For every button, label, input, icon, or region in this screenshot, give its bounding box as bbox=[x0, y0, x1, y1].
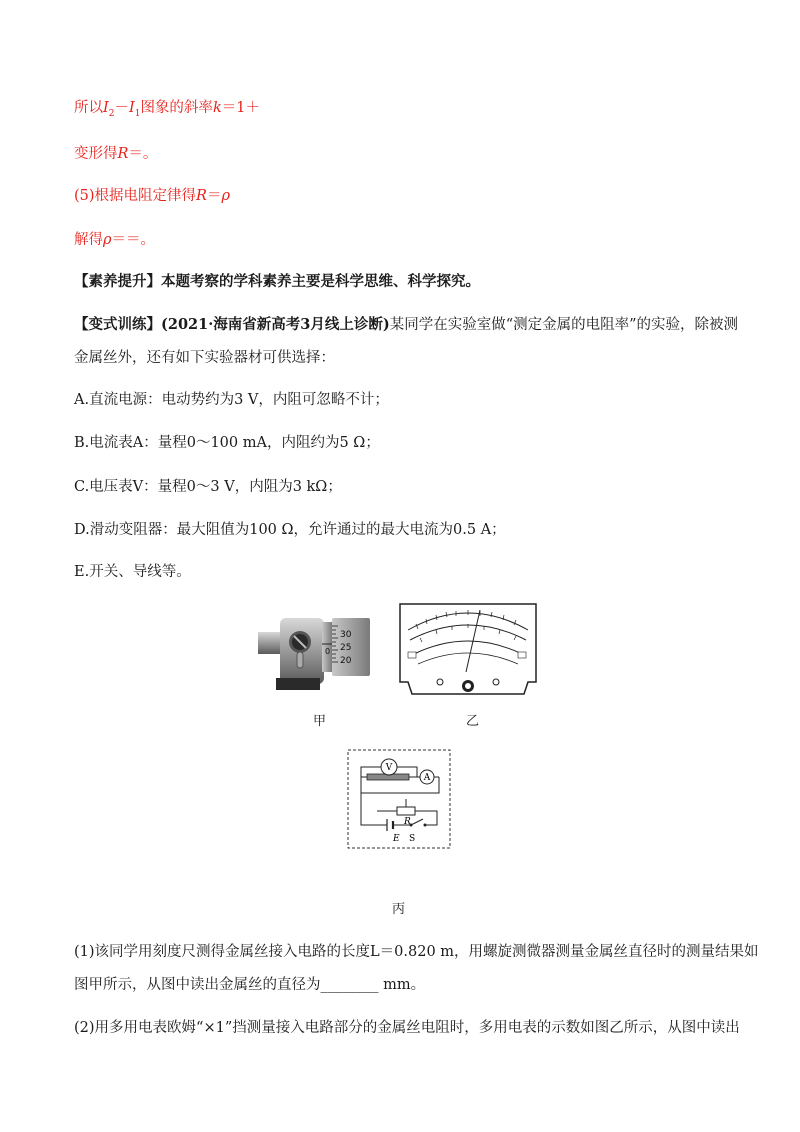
solution-line-3 bbox=[74, 184, 230, 205]
text: ＝＝。 bbox=[111, 232, 156, 248]
circuit-figure bbox=[347, 749, 451, 849]
variant-source: (2021·海南省新高考3月线上诊断) bbox=[161, 316, 390, 333]
question-1-line-1: (1)该同学用刻度尺测得金属丝接入电路的长度L＝0.820 m，用螺旋测微器测量金属丝直径时的测量结果如 bbox=[74, 944, 759, 960]
voltmeter-label: V bbox=[385, 763, 393, 773]
var: k bbox=[212, 100, 222, 116]
variant-line-2 bbox=[74, 346, 335, 367]
caption-bing: 丙 bbox=[392, 902, 406, 917]
variant-text: 金属丝外，还有如下实验器材可供选择： bbox=[74, 350, 335, 366]
option-b: B.电流表A：量程0～100 mA，内阻约为5 Ω； bbox=[74, 435, 380, 451]
variant-text: 某同学在实验室做“测定金属的电阻率”的实验，除被测 bbox=[389, 317, 739, 333]
text: ＝ bbox=[206, 188, 222, 204]
micrometer-figure bbox=[258, 612, 370, 690]
var: ρ bbox=[103, 232, 112, 248]
var: I bbox=[103, 100, 109, 116]
text: 所以 bbox=[74, 100, 103, 116]
variant-line-1 bbox=[74, 313, 738, 334]
question-2-line-1: (2)用多用电表欧姆“×1”挡测量接入电路部分的金属丝电阻时，多用电表的示数如图乙所示，从图中读出 bbox=[74, 1020, 740, 1036]
text: (5)根据电阻定律得 bbox=[74, 188, 197, 204]
scale-20: 20 bbox=[340, 656, 352, 666]
text: 变形得 bbox=[74, 146, 118, 162]
literacy-line bbox=[74, 270, 480, 291]
text: ＝1＋ bbox=[221, 100, 260, 116]
text: 图象的斜率 bbox=[140, 100, 213, 116]
solution-line-4 bbox=[74, 228, 155, 249]
var: ρ bbox=[221, 188, 230, 204]
scale-25: 25 bbox=[340, 643, 352, 653]
scale-30: 30 bbox=[340, 630, 352, 640]
text: － bbox=[114, 100, 129, 116]
text: ＝。 bbox=[128, 146, 158, 162]
switch-label: S bbox=[409, 834, 416, 844]
literacy-tag: 【素养提升】 bbox=[74, 273, 161, 290]
solution-line-1 bbox=[74, 96, 260, 119]
rheostat-label: R bbox=[404, 817, 411, 827]
literacy-text: 本题考察的学科素养主要是科学思维、科学探究。 bbox=[161, 273, 480, 290]
subscript: 2 bbox=[108, 108, 115, 119]
ammeter-label: A bbox=[423, 773, 431, 783]
solution-line-2 bbox=[74, 142, 157, 163]
var: R bbox=[117, 146, 129, 162]
multimeter-figure bbox=[396, 602, 540, 696]
variant-tag: 【变式训练】 bbox=[74, 316, 161, 333]
option-c: C.电压表V：量程0～3 V，内阻为3 kΩ； bbox=[74, 479, 342, 495]
option-a: A.直流电源：电动势约为3 V，内阻可忽略不计； bbox=[74, 392, 389, 408]
source-label: E bbox=[393, 834, 400, 844]
option-e: E.开关、导线等。 bbox=[74, 564, 191, 580]
text: 解得 bbox=[74, 232, 103, 248]
var: R bbox=[196, 188, 207, 204]
caption-yi: 乙 bbox=[466, 714, 480, 729]
scale-zero: 0 bbox=[325, 647, 331, 656]
var: I bbox=[128, 100, 135, 116]
option-d: D.滑动变阻器：最大阻值为100 Ω，允许通过的最大电流为0.5 A； bbox=[74, 522, 506, 538]
subscript: 1 bbox=[134, 108, 141, 119]
caption-jia: 甲 bbox=[313, 714, 327, 729]
question-1-line-2: 图甲所示，从图中读出金属丝的直径为________ mm。 bbox=[74, 977, 426, 993]
